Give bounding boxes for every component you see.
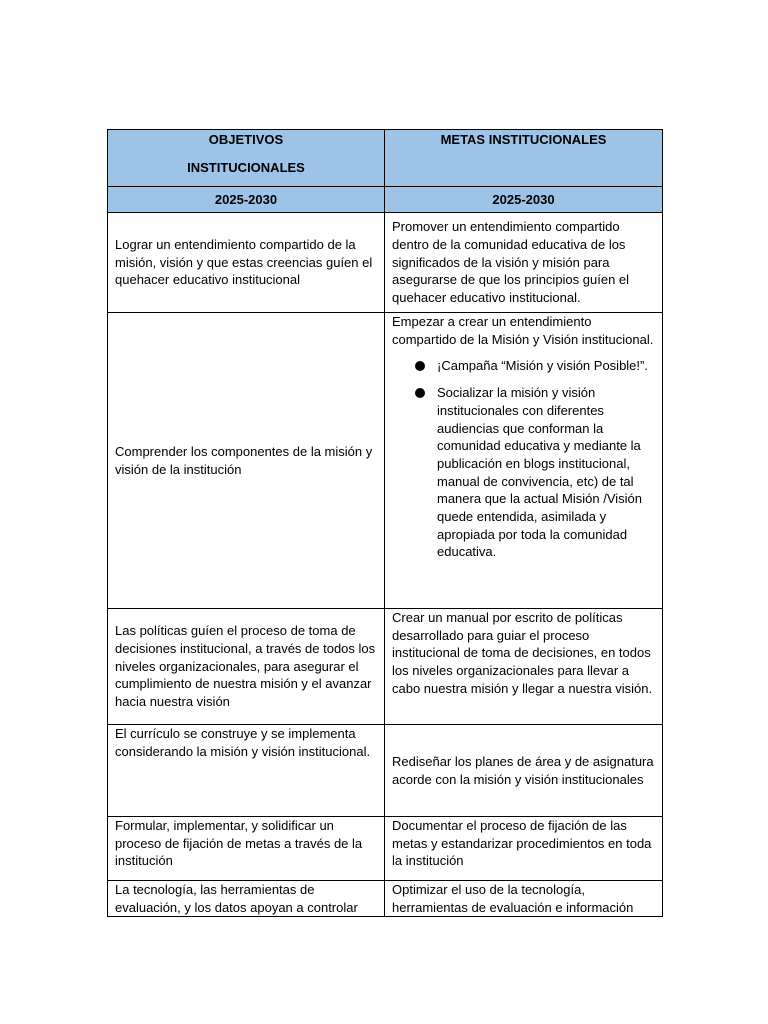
objective-cell: Lograr un entendimiento compartido de la misión, visión y que estas creencias guíen el quehacer educativo institucional bbox=[108, 213, 385, 313]
goal-cell: Optimizar el uso de la tecnología, herramientas de evaluación e información bbox=[385, 881, 663, 917]
list-item bbox=[392, 384, 655, 561]
goals-header bbox=[385, 130, 663, 187]
objectives-period: 2025-2030 bbox=[108, 187, 385, 213]
bullet-icon bbox=[415, 361, 425, 371]
objective-cell: Formular, implementar, y solidificar un proceso de fijación de metas a través de la institución bbox=[108, 817, 385, 881]
goal-cell: Rediseñar los planes de área y de asignatura acorde con la misión y visión institucionales bbox=[385, 725, 663, 817]
goal-cell: Promover un entendimiento compartido dentro de la comunidad educativa de los significados de la visión y misión para asegurarse de que los principios guíen el quehacer educativo institucional. bbox=[385, 213, 663, 313]
list-item bbox=[392, 357, 655, 375]
objective-cell: El currículo se construye y se implementa considerando la misión y visión institucional. bbox=[108, 725, 385, 817]
table-header-row bbox=[108, 130, 663, 187]
objective-cell: Las políticas guíen el proceso de toma de decisiones institucional, a través de todos los niveles organizacionales, para asegurar el cumplimiento de nuestra misión y el avanzar hacia nuestra visión bbox=[108, 609, 385, 725]
table-row bbox=[108, 817, 663, 881]
goal-cell: Documentar el proceso de fijación de las metas y estandarizar procedimientos en toda la institución bbox=[385, 817, 663, 881]
goal-intro: Empezar a crear un entendimiento compartido de la Misión y Visión institucional. bbox=[392, 314, 654, 347]
objectives-header-line2: INSTITUCIONALES bbox=[187, 159, 305, 175]
goals-period: 2025-2030 bbox=[385, 187, 663, 213]
objective-cell: La tecnología, las herramientas de evaluación, y los datos apoyan a controlar bbox=[108, 881, 385, 917]
goal-cell bbox=[385, 313, 663, 609]
table-period-row bbox=[108, 187, 663, 213]
table-row bbox=[108, 609, 663, 725]
objectives-goals-table bbox=[107, 129, 663, 917]
objectives-header bbox=[108, 130, 385, 187]
objectives-header-line1: OBJETIVOS bbox=[208, 132, 284, 147]
bullet-text: ¡Campaña “Misión y visión Posible!”. bbox=[437, 358, 648, 374]
table-row bbox=[108, 725, 663, 817]
table-row bbox=[108, 881, 663, 917]
objective-cell: Comprender los componentes de la misión y visión de la institución bbox=[108, 313, 385, 609]
bullet-text: Socializar la misión y visión institucionales con diferentes audiencias que conforman la comunidad educativa y mediante la publicación en blogs institucional, manual de convivencia, etc) de tal manera que la actual Misión /Visión quede entendida, asimilada y apropiada por toda la comunidad educativa. bbox=[437, 385, 642, 560]
table-row bbox=[108, 213, 663, 313]
goal-bullet-list bbox=[392, 357, 655, 561]
goals-header-line1: METAS INSTITUCIONALES bbox=[440, 132, 607, 147]
bullet-icon bbox=[415, 388, 425, 398]
goal-cell: Crear un manual por escrito de políticas desarrollado para guiar el proceso institucional de toma de decisiones, en todos los niveles organizacionales para llevar a cabo nuestra misión y llegar a nuestra visión. bbox=[385, 609, 663, 725]
table-row bbox=[108, 313, 663, 609]
